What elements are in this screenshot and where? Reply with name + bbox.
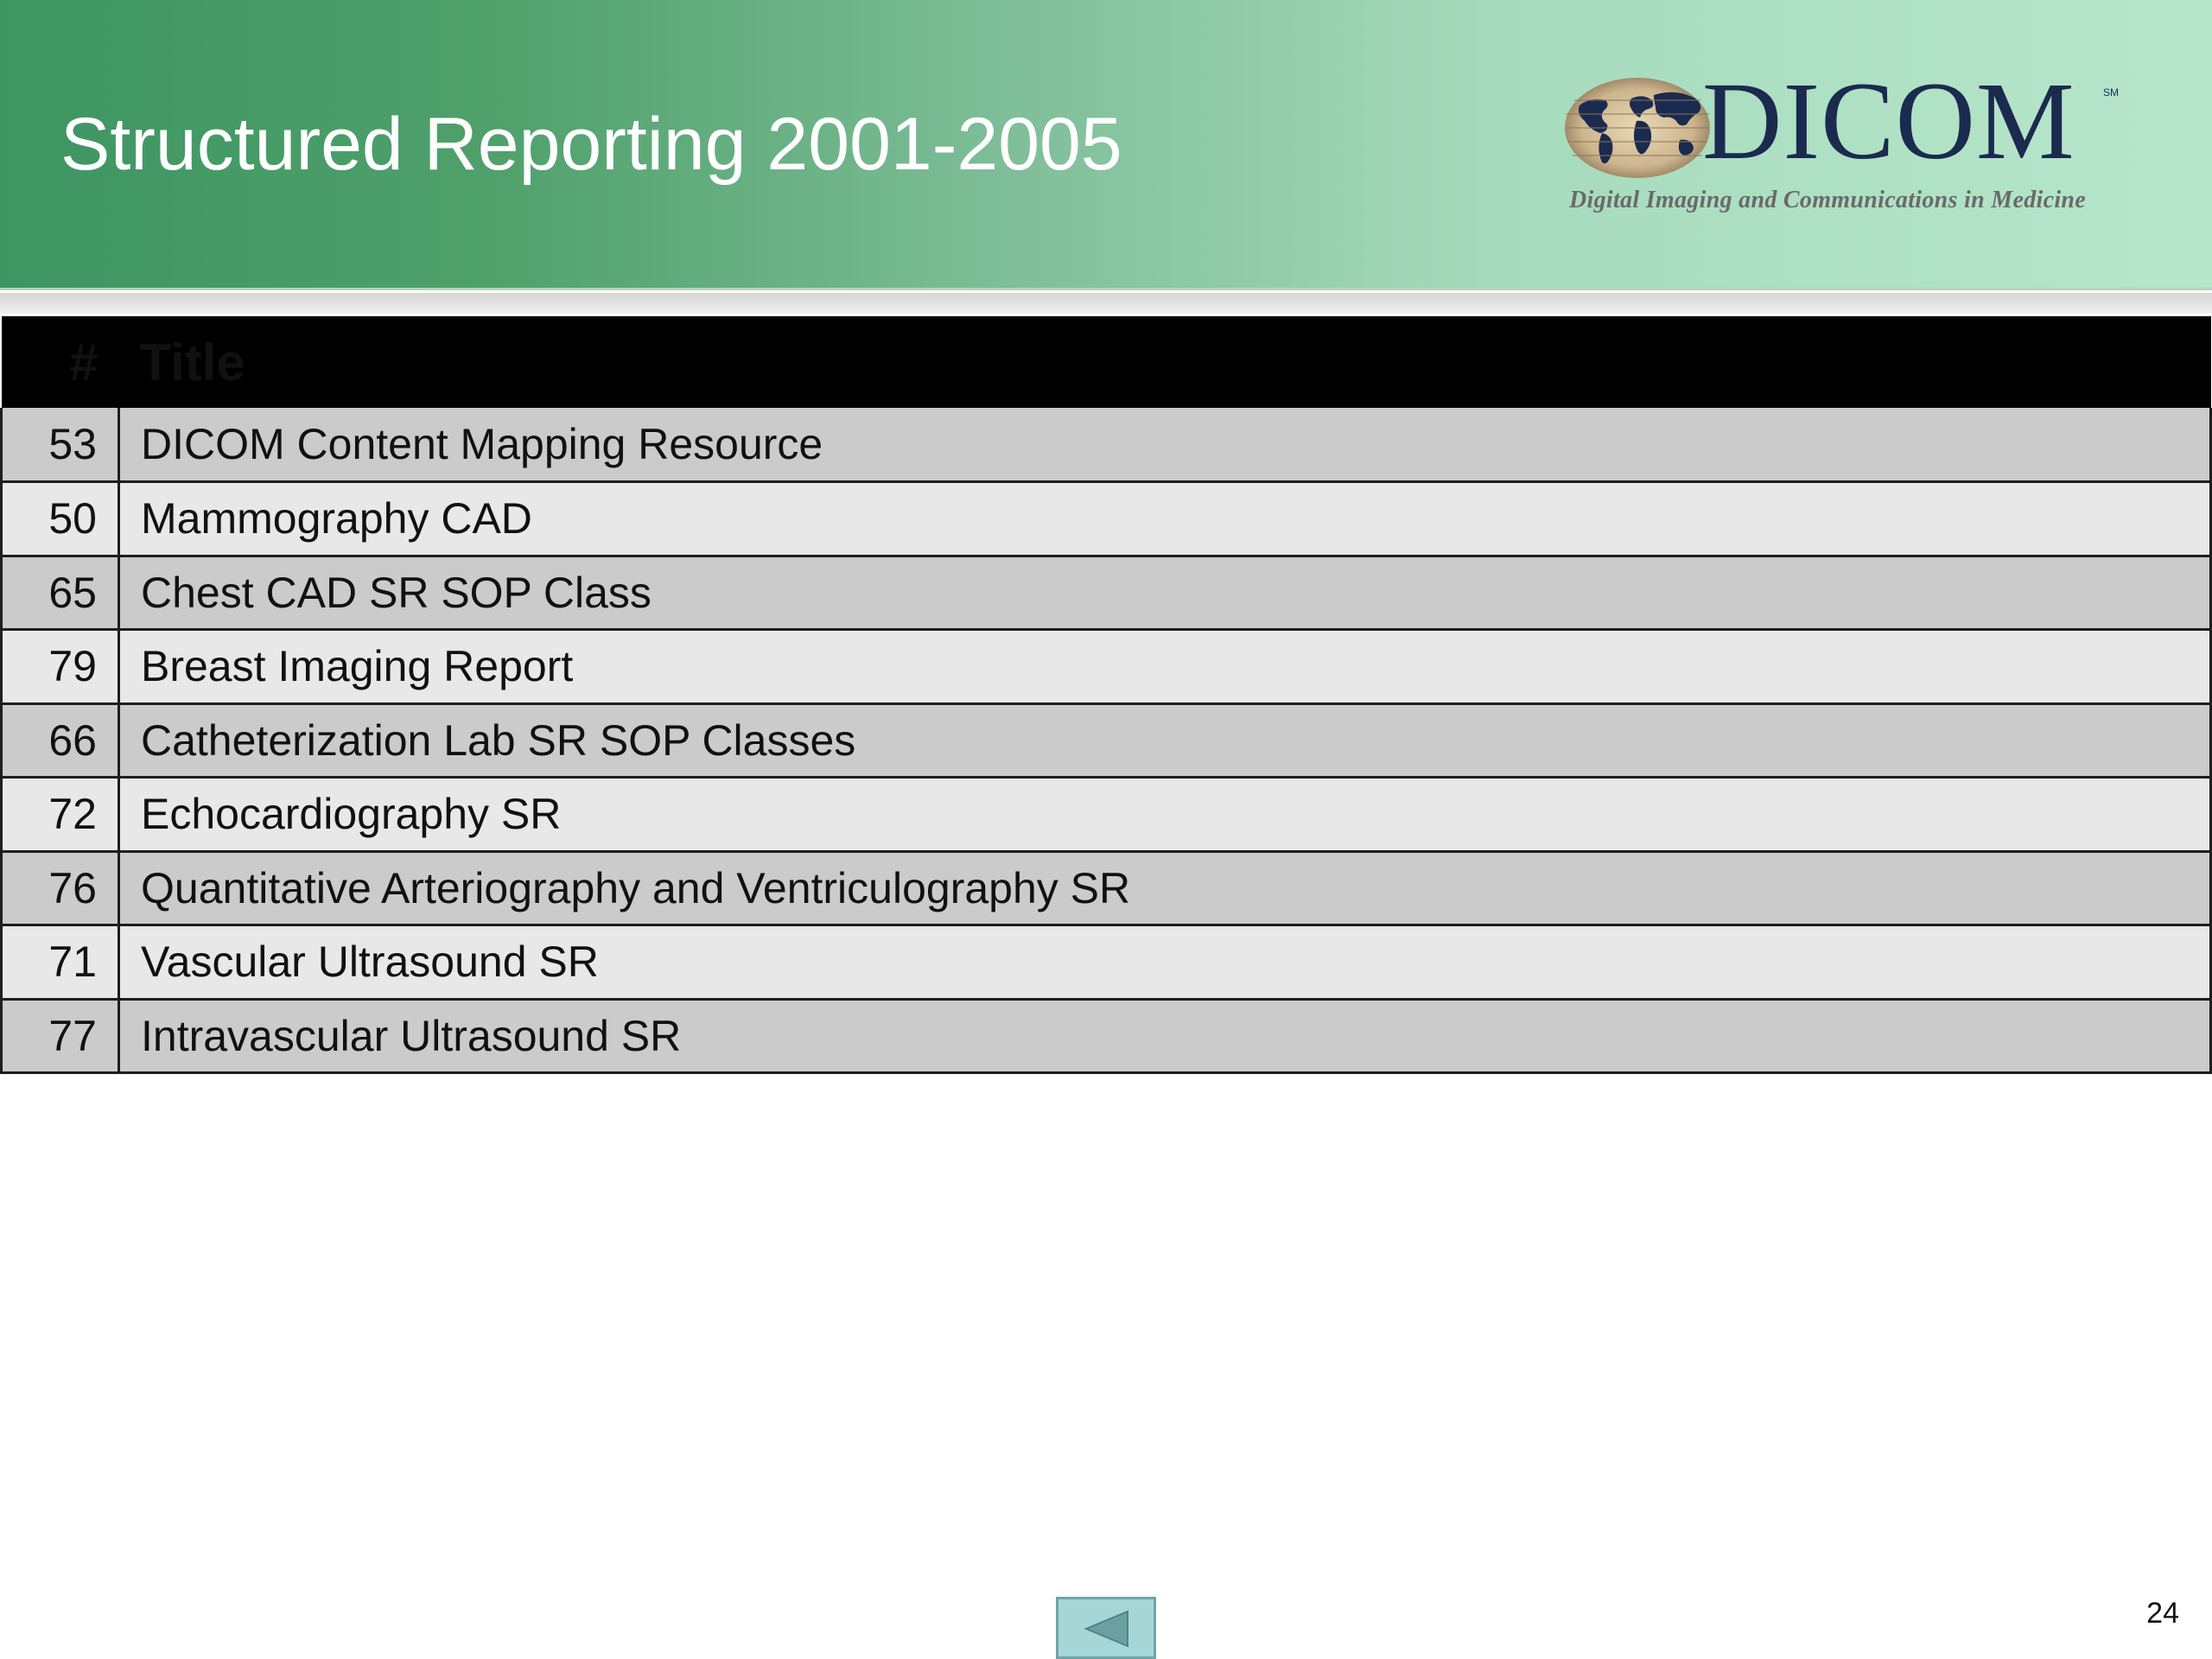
previous-slide-button[interactable]	[1056, 1597, 1156, 1659]
row-num: 72	[2, 778, 119, 852]
slide-title: Structured Reporting 2001-2005	[60, 103, 1122, 186]
row-num: 76	[2, 851, 119, 925]
sr-supplements-table	[0, 316, 2212, 1074]
header-banner	[0, 0, 2212, 290]
header-num: #	[69, 333, 99, 391]
table-row	[2, 999, 2211, 1073]
table-row	[2, 925, 2211, 1000]
header-title: Title	[139, 333, 245, 391]
row-title: DICOM Content Mapping Resource	[119, 408, 2211, 482]
row-title: Catheterization Lab SR SOP Classes	[119, 703, 2211, 778]
logo-wordmark: DICOM	[1702, 60, 2075, 182]
logo-service-mark: SM	[2103, 86, 2119, 99]
row-num: 50	[2, 482, 119, 556]
table-row	[2, 408, 2211, 482]
table-row	[2, 556, 2211, 630]
row-title: Echocardiography SR	[119, 778, 2211, 852]
row-num: 66	[2, 703, 119, 778]
table-row	[2, 703, 2211, 778]
row-title: Intravascular Ultrasound SR	[119, 999, 2211, 1073]
row-num: 65	[2, 556, 119, 630]
table-header-row	[2, 316, 2211, 408]
row-title: Mammography CAD	[119, 482, 2211, 556]
page-number: 24	[2146, 1597, 2179, 1630]
dicom-logo	[1564, 60, 2126, 223]
table-row	[2, 778, 2211, 852]
row-num: 79	[2, 630, 119, 704]
banner-separator	[0, 293, 2212, 314]
row-num: 53	[2, 408, 119, 482]
table-row	[2, 851, 2211, 925]
table-row	[2, 630, 2211, 704]
row-num: 71	[2, 925, 119, 1000]
globe-icon	[1564, 76, 1711, 180]
table-row	[2, 482, 2211, 556]
row-title: Chest CAD SR SOP Class	[119, 556, 2211, 630]
row-title: Quantitative Arteriography and Ventriculography SR	[119, 851, 2211, 925]
triangle-left-icon	[1083, 1608, 1131, 1649]
row-title: Breast Imaging Report	[119, 630, 2211, 704]
row-title: Vascular Ultrasound SR	[119, 925, 2211, 1000]
row-num: 77	[2, 999, 119, 1073]
logo-tagline: Digital Imaging and Communications in Medicine	[1569, 187, 2087, 213]
